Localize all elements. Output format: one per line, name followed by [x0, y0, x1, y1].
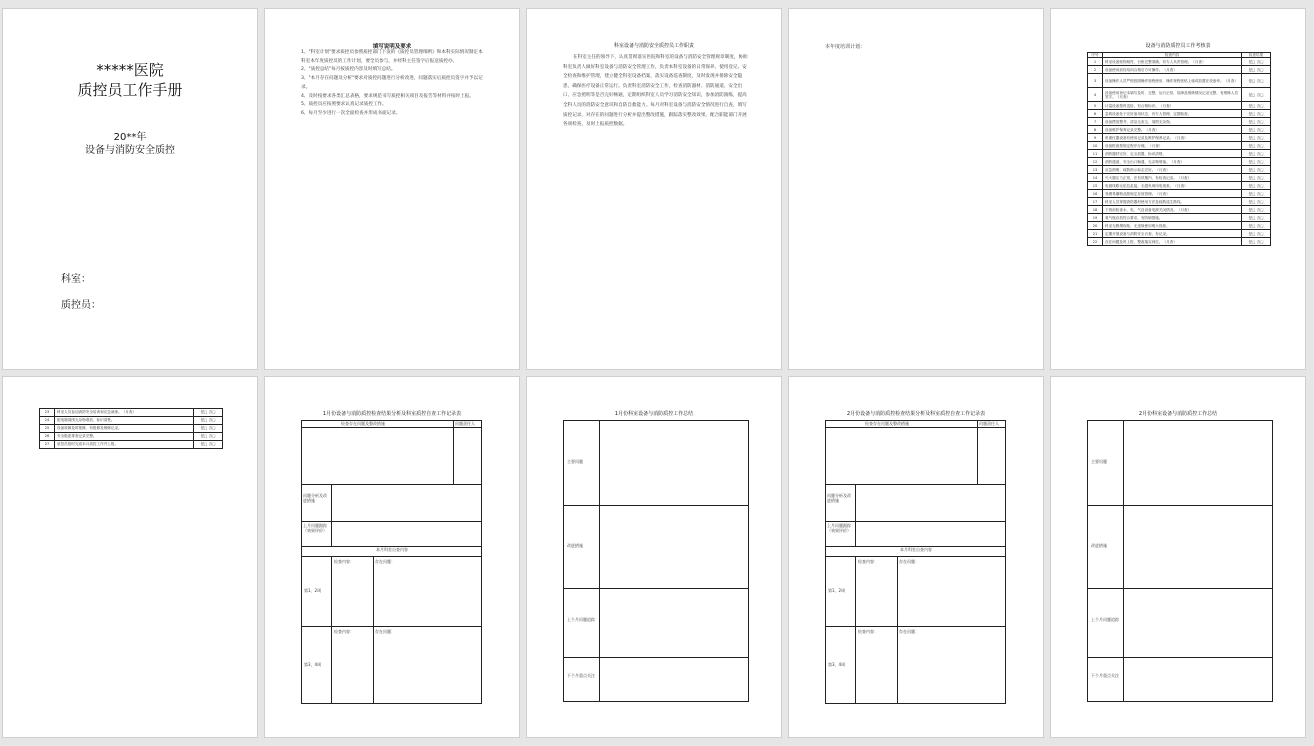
row-text: 科室设备账物相符，台账完整准确，有专人负责管理。（月查） — [1103, 58, 1242, 66]
requirement-item: 6、每月至少进行一次全面检查并形成书面记录。 — [301, 110, 401, 116]
requirement-item: 4、及时按要求各类汇总表格，要求规范书写质控相关项目及报告等材料并按时上报。 — [301, 93, 474, 99]
page-plan[interactable] — [788, 8, 1044, 370]
requirement-item: 1、"科室计划"要求质控员参照质控部门下发的《质控员管理细则》和本科实际情况制定本科室本年度质控员的工作计划，要全员参与，并经科主任签字后报送质控办。 — [301, 50, 483, 64]
check-content-label: 检查内容： — [334, 559, 354, 564]
page-summary-feb[interactable] — [1050, 376, 1306, 738]
found-issues-label: 存在问题： — [899, 629, 919, 634]
cover-subtitle: 设备与消防安全质控 — [85, 145, 175, 156]
row-result[interactable]: 是□ 否□ — [1242, 142, 1271, 150]
row-result[interactable]: 是□ 否□ — [1242, 206, 1271, 214]
page-duties[interactable] — [526, 8, 782, 370]
row-text: 下班前检查水、电、气及设备电源关闭情况。（月查） — [1103, 206, 1242, 214]
check-content-label: 检查内容： — [334, 629, 354, 634]
row-text: 定期开展设备与消防安全自查，有记录。 — [1103, 230, 1242, 238]
row-result[interactable]: 是□ 否□ — [1242, 66, 1271, 74]
row-number: 1 — [1088, 58, 1103, 66]
row-number: 12 — [1088, 158, 1103, 166]
summary-row-label: 主要问题 — [1091, 459, 1107, 464]
row-result[interactable]: 是□ 否□ — [1242, 102, 1271, 110]
row-text: 安全隐患排查记录完整。 — [55, 433, 194, 441]
row-result[interactable]: 是□ 否□ — [1242, 190, 1271, 198]
row-result[interactable]: 是□ 否□ — [194, 425, 223, 433]
row-result[interactable]: 是□ 否□ — [1242, 126, 1271, 134]
page-requirements[interactable] — [264, 8, 520, 370]
row-result[interactable]: 是□ 否□ — [194, 433, 223, 441]
page-checklist[interactable] — [1050, 8, 1306, 370]
hospital-name: *****医院 — [96, 61, 164, 79]
row-result[interactable]: 是□ 否□ — [1242, 238, 1271, 246]
checklist-row — [1088, 230, 1271, 238]
col-result-header: 检查结果 — [1242, 53, 1271, 58]
row-text: 科室无吸烟现象，无违规使用明火现象。 — [1103, 222, 1242, 230]
summary-frame — [1087, 420, 1273, 702]
row-number: 6 — [1088, 110, 1103, 118]
row-text: 消防器材完好，定点放置，标识清楚。 — [1103, 150, 1242, 158]
row-result[interactable]: 是□ 否□ — [194, 441, 223, 449]
row-text: 设备报废按规定程序办理。（月查） — [1103, 142, 1242, 150]
page-cover[interactable] — [2, 8, 258, 370]
row-number: 16 — [1088, 190, 1103, 198]
found-issues-label: 存在问题： — [899, 559, 919, 564]
row-result[interactable]: 是□ 否□ — [194, 417, 223, 425]
summary-row-label: 改进措施 — [1091, 543, 1107, 548]
col-no-header: 序号 — [1088, 53, 1103, 58]
row-result[interactable]: 是□ 否□ — [1242, 58, 1271, 66]
row-number: 14 — [1088, 174, 1103, 182]
row-number: 26 — [40, 433, 55, 441]
row-result[interactable]: 是□ 否□ — [194, 409, 223, 417]
duties-body: 在科室主任的领导下，认真贯彻落实医院和科室的设备与消防安全管理规章制度，协助科室负责人做好科室设备与消防安全管理工作，负责本科室设备的日常保养、使用登记、安全检查和维护管理，建立健全科室设备档案，落实设备巡查制度，及时发现并排除安全隐患，确保医疗设备正常运行。负责科室消防安全工作，检查消防器材、消防通道、安全出口、应急照明等是否完好畅通，定期组织科室人员学习消防安全知识，参加消防演练，提高全科人员的消防安全意识和自防自救能力。每月对科室设备与消防安全情况进行自查，填写质控记录，对存在的问题进行分析并提出整改措施，跟踪落实整改效果，配合职能部门开展各项检查，及时上报质控数据。 — [563, 55, 748, 128]
check-content-label: 检查内容： — [858, 629, 878, 634]
row-text: 设备故障及时报修，有报修及维修记录。 — [55, 425, 194, 433]
row-number: 13 — [1088, 166, 1103, 174]
row-text: 设备摆放整齐，清洁无灰尘，周围无杂物。 — [1103, 118, 1242, 126]
summary-row-label: 改进措施 — [567, 543, 583, 548]
row-result[interactable]: 是□ 否□ — [1242, 166, 1271, 174]
row-number: 4 — [1088, 88, 1103, 102]
requirement-item: 5、质控员应按照要求认真记录质控工作。 — [301, 102, 387, 108]
checklist-row — [40, 425, 223, 433]
row-number: 23 — [40, 409, 55, 417]
row-result[interactable]: 是□ 否□ — [1242, 88, 1271, 102]
requirements-list — [301, 49, 487, 119]
checklist-row — [1088, 110, 1271, 118]
row-number: 3 — [1088, 74, 1103, 88]
row-text: 配电箱周围无杂物堆放，标识清楚。 — [55, 417, 194, 425]
row-text: 设备使用登记本填写及时、完整，运行正常，故障及维修情况记录完整，有维修人员签字。（月查） — [1103, 88, 1242, 102]
checklist-row — [1088, 118, 1271, 126]
checklist-table — [1087, 52, 1271, 246]
analysis-label: 问题分析及改进措施 — [303, 493, 327, 503]
checklist-row — [1088, 198, 1271, 206]
checklist-row — [40, 417, 223, 425]
row-text: 设备操作人员严格按照操作规程使用，操作规程张贴上墙或放置在设备旁。（月查） — [1103, 74, 1242, 88]
summary-row-label: 上个月问题追踪 — [567, 617, 595, 622]
duties-heading: 科室设备与消防安全质控员工作职责 — [613, 43, 694, 49]
checklist-row — [1088, 190, 1271, 198]
row-text: 科室人员参加消防安全培训和应急演练。（月查） — [55, 409, 194, 417]
checklist-row — [1088, 58, 1271, 66]
summary-jan-heading: 1月份科室设备与消防质控工作总结 — [614, 411, 694, 417]
checklist-row — [1088, 214, 1271, 222]
checklist-row — [1088, 238, 1271, 246]
week-3-4-label: 第3、4周 — [304, 662, 322, 667]
found-issues-label: 存在问题： — [375, 559, 395, 564]
checklist-row — [1088, 166, 1271, 174]
self-check-label: 本月科室自查内容 — [900, 547, 932, 552]
qc-label: 质控员： — [61, 300, 101, 311]
row-number: 20 — [1088, 222, 1103, 230]
row-text: 易燃易爆物品按规定存放管理。（月查） — [1103, 190, 1242, 198]
row-text: 设备维护保养记录完整。（月查） — [1103, 126, 1242, 134]
row-result[interactable]: 是□ 否□ — [1242, 118, 1271, 126]
row-number: 17 — [1088, 198, 1103, 206]
row-text: 计量设备按时送检，有合格标识。（月查） — [1103, 102, 1242, 110]
form-feb-heading: 2月份设备与消防质控检查结果分析及科室质控自查工作记录表 — [846, 411, 986, 417]
checklist-row — [1088, 88, 1271, 102]
col-issues-label: 检查存在问题及整改措施 — [865, 421, 909, 426]
summary-frame — [563, 420, 749, 702]
row-text: 设备使用前经培训合格后方可操作。（月查） — [1103, 66, 1242, 74]
checklist-row — [40, 433, 223, 441]
row-result[interactable]: 是□ 否□ — [1242, 214, 1271, 222]
row-text: 急救设备处于完好备用状态，有专人管理，定期检查。 — [1103, 110, 1242, 118]
page-checklist-cont[interactable] — [2, 376, 258, 738]
checklist-row — [1088, 66, 1271, 74]
week-3-4-label: 第3、4周 — [828, 662, 846, 667]
row-text: 存在问题及时上报，整改落实到位。（月查） — [1103, 238, 1242, 246]
checklist-row — [40, 409, 223, 417]
checklist-row — [1088, 74, 1271, 88]
requirements-heading: 填写说明及要求 — [372, 44, 412, 50]
row-text: 灭火器压力正常，在有效期内，有检查记录。（月查） — [1103, 174, 1242, 182]
last-month-label: 上月问题跟踪（效果评价） — [827, 523, 851, 533]
manual-title: 质控员工作手册 — [77, 81, 183, 99]
row-number: 21 — [1088, 230, 1103, 238]
requirement-item: 3、"本月存在问题及分析"要求对质控问题进行分析改进，问题落实后质控员签字并予以记录。 — [301, 76, 483, 90]
page-form-jan[interactable] — [264, 376, 520, 738]
analysis-label: 问题分析及改进措施 — [827, 493, 851, 503]
week-1-2-label: 第1、2周 — [304, 588, 322, 593]
row-result[interactable]: 是□ 否□ — [1242, 198, 1271, 206]
row-number: 25 — [40, 425, 55, 433]
checklist-row — [1088, 126, 1271, 134]
checklist-row — [1088, 158, 1271, 166]
row-result[interactable]: 是□ 否□ — [1242, 222, 1271, 230]
col-owner-label: 问题责任人 — [979, 421, 999, 426]
checklist-row — [1088, 102, 1271, 110]
checklist-row — [1088, 150, 1271, 158]
checklist-row — [1088, 222, 1271, 230]
row-number: 8 — [1088, 126, 1103, 134]
row-text: 消防通道、安全出口畅通，无杂物堵塞。（月查） — [1103, 158, 1242, 166]
col-owner-label: 问题责任人 — [455, 421, 475, 426]
row-result[interactable]: 是□ 否□ — [1242, 182, 1271, 190]
row-number: 5 — [1088, 102, 1103, 110]
row-result[interactable]: 是□ 否□ — [1242, 74, 1271, 88]
requirement-item: 2、"质控总结"每月按质控内容及时填写总结。 — [301, 67, 396, 73]
row-number: 18 — [1088, 206, 1103, 214]
cover-year: 20**年 — [113, 132, 147, 143]
row-number: 15 — [1088, 182, 1103, 190]
row-number: 7 — [1088, 118, 1103, 126]
found-issues-label: 存在问题： — [375, 629, 395, 634]
row-number: 22 — [1088, 238, 1103, 246]
row-number: 24 — [40, 417, 55, 425]
row-text: 贵重仪器设备有使用记录及维护保养记录。（月查） — [1103, 134, 1242, 142]
row-result[interactable]: 是□ 否□ — [1242, 150, 1271, 158]
row-result[interactable]: 是□ 否□ — [1242, 110, 1271, 118]
row-number: 19 — [1088, 214, 1103, 222]
checklist-row — [40, 441, 223, 449]
row-number: 11 — [1088, 150, 1103, 158]
summary-feb-heading: 2月份科室设备与消防质控工作总结 — [1138, 411, 1218, 417]
self-check-label: 本月科室自查内容 — [376, 547, 408, 552]
row-number: 27 — [40, 441, 55, 449]
row-text: 科室人员掌握消防器材使用方法及疏散逃生路线。 — [1103, 198, 1242, 206]
checklist-row — [1088, 134, 1271, 142]
summary-row-label: 下个月重点关注 — [567, 673, 595, 678]
checklist-row — [1088, 174, 1271, 182]
row-text: 质控员按时完成本月质控工作并上报。 — [55, 441, 194, 449]
form-jan-heading: 1月份设备与消防质控检查结果分析及科室质控自查工作记录表 — [322, 411, 462, 417]
row-number: 10 — [1088, 142, 1103, 150]
dept-label: 科室： — [61, 274, 91, 285]
plan-heading: 本年度培训计划： — [825, 44, 866, 50]
summary-row-label: 上个月问题追踪 — [1091, 617, 1119, 622]
col-item-header: 检查内容 — [1103, 53, 1242, 58]
page-form-feb[interactable] — [788, 376, 1044, 738]
page-summary-jan[interactable] — [526, 376, 782, 738]
check-content-label: 检查内容： — [858, 559, 878, 564]
row-result[interactable]: 是□ 否□ — [1242, 134, 1271, 142]
col-issues-label: 检查存在问题及整改措施 — [341, 421, 385, 426]
row-result[interactable]: 是□ 否□ — [1242, 174, 1271, 182]
row-result[interactable]: 是□ 否□ — [1242, 230, 1271, 238]
week-1-2-label: 第1、2周 — [828, 588, 846, 593]
checklist-table-cont — [39, 408, 223, 449]
checklist-heading: 设备与消防质控员工作考核表 — [1145, 43, 1211, 49]
row-text: 应急照明、疏散指示标志完好。（月查） — [1103, 166, 1242, 174]
checklist-row — [1088, 182, 1271, 190]
summary-row-label: 主要问题 — [567, 459, 583, 464]
summary-row-label: 下个月重点关注 — [1091, 673, 1119, 678]
checklist-row — [1088, 206, 1271, 214]
row-text: 电源线路无私拉乱接，无超负荷用电现象。（月查） — [1103, 182, 1242, 190]
checklist-row — [1088, 142, 1271, 150]
row-result[interactable]: 是□ 否□ — [1242, 158, 1271, 166]
row-number: 9 — [1088, 134, 1103, 142]
row-text: 氧气瓶存放符合要求，有防倒措施。 — [1103, 214, 1242, 222]
row-number: 2 — [1088, 66, 1103, 74]
last-month-label: 上月问题跟踪（效果评价） — [303, 523, 327, 533]
